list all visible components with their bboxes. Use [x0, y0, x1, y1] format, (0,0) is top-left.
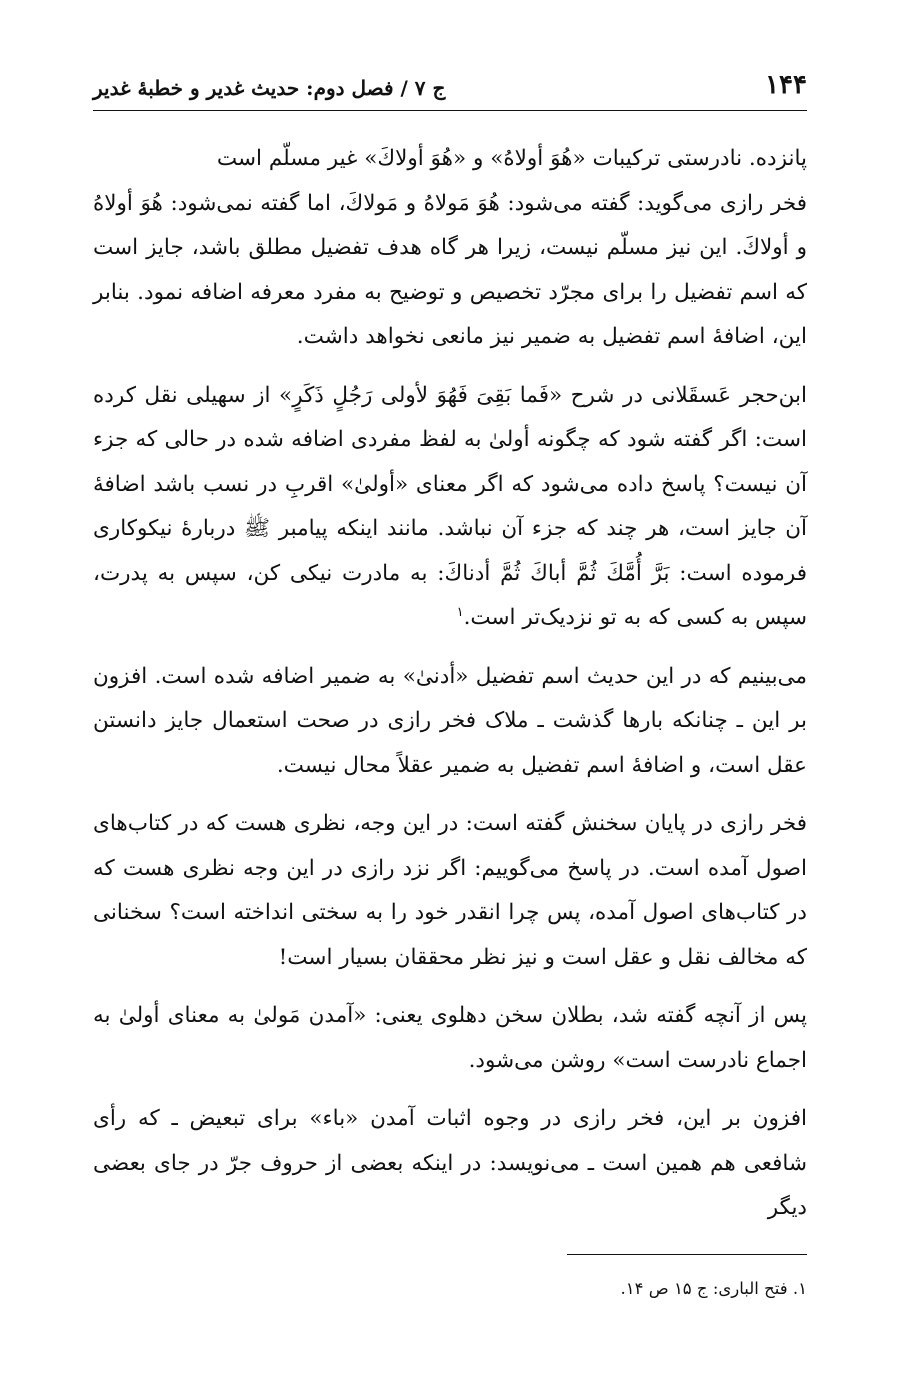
body-text — [93, 137, 807, 1245]
footnote: ۱. فتح الباری: ج ۱۵ ص ۱۴. — [620, 1279, 807, 1298]
page-header — [93, 66, 807, 111]
footnote-divider — [567, 1254, 807, 1255]
paragraph-6: افزون بر این، فخر رازی در وجوه اثبات آمدن «باء» برای تبعیض ـ که رأی شافعی هم همین است ـ می‌نویسد: در اینکه بعضی از حروف جرّ در جای بعضی دیگر — [93, 1106, 807, 1220]
paragraph-3: می‌بینیم که در این حدیث اسم تفضیل «أدنیٰ» به ضمیر اضافه شده است. افزون بر این ـ چنانکه بارها گذشت ـ ملاک فخر رازی در صحت استعمال جایز دانستن عقل است، و اضافهٔ اسم تفضیل به ضمیر عقلاً محال نیست. — [93, 663, 807, 778]
paragraph-4: فخر رازی در پایان سخنش گفته است: در این وجه، نظری هست که در کتاب‌های اصول آمده است. در پاسخ می‌گوییم: اگر نزد رازی در این وجه نظری هست که در کتاب‌های اصول آمده، پس چرا انقدر خود را به سختی انداخته است؟ سخنانی که مخالف نقل و عقل است و نیز نظر محققان بسیار است! — [93, 811, 807, 970]
paragraph-1: فخر رازی می‌گوید: گفته می‌شود: هُوَ مَولاهُ و مَولاكَ، اما گفته نمی‌شود: هُوَ أولاهُ و أولاكَ. این نیز مسلّم نیست، زیرا هر گاه هدف تفضیل مطلق باشد، جایز است که اسم تفضیل را برای مجرّد تخصیص و توضیح به مفرد معرفه اضافه نمود. بنابر این، اضافهٔ اسم تفضیل به ضمیر نیز مانعی نخواهد داشت. — [93, 190, 807, 349]
paragraph-5: پس از آنچه گفته شد، بطلان سخن دهلوی یعنی: «آمدن مَولیٰ به معنای أولیٰ به اجماع نادرست است» روشن می‌شود. — [93, 1003, 807, 1073]
paragraph-2-text: ابن‌حجر عَسقَلانی در شرح «فَما بَقِیَ فَهُوَ لأولی رَجُلٍ ذَکَرٍ» از سهیلی نقل کرده است: اگر گفته شود که چگونه أولیٰ به لفظ مفردی اضافه شده در حالی که جزء آن نیست؟ پاسخ داده می‌شود که اگر معنای «أولیٰ» اقربِ در نسب باشد اضافهٔ آن جایز است، هر چند که جزء آن نباشد. مانند اینکه پیامبر ﷺ دربارهٔ نیکوکاری فرموده است: بَرَّ أُمَّكَ ثُمَّ أباكَ ثُمَّ أدناكَ: به مادرت نیکی کن، سپس به پدرت، سپس به کسی که به تو نزدیک‌تر است. — [93, 382, 807, 630]
paragraph-2 — [93, 374, 807, 641]
running-title: ج ۷ / فصل دوم: حدیث غدیر و خطبهٔ غدیر — [93, 76, 446, 100]
page-number: ۱۴۴ — [765, 70, 807, 100]
section-heading: پانزده. نادرستی ترکیبات «هُوَ أولاهُ» و «هُوَ أولاكَ» غیر مسلّم است — [216, 146, 807, 171]
footnote-reference: ۱ — [456, 604, 464, 620]
